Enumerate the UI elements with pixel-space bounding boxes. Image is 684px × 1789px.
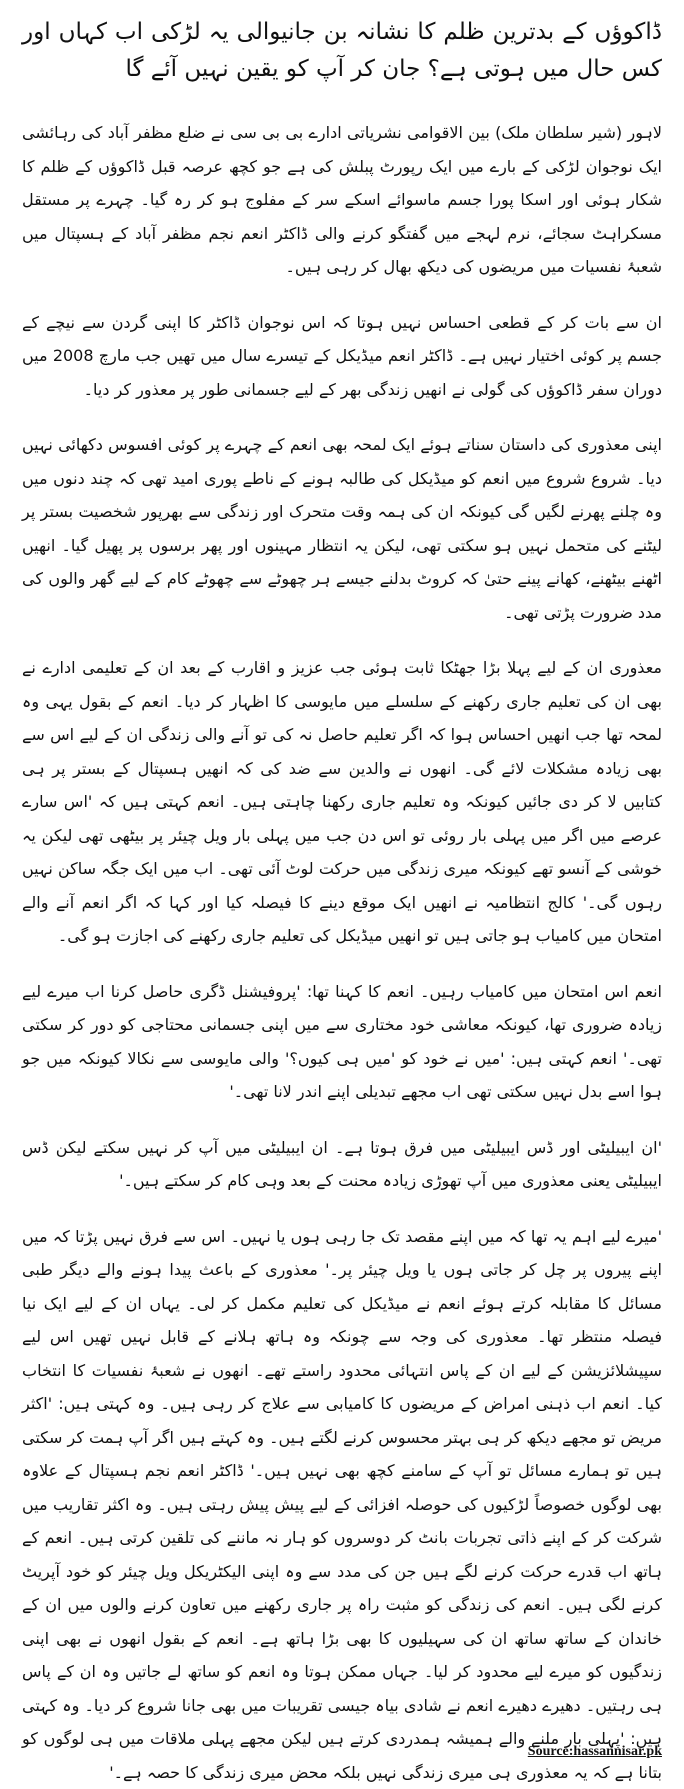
article-paragraph-7: 'میرے لیے اہم یہ تھا کہ میں اپنے مقصد تک جا رہی ہوں یا نہیں۔ اس سے فرق نہیں پڑتا کہ میں اپنے پیروں پر چل کر جاتی ہوں یا ویل چیئر پر۔' معذوری کے باعث پیدا ہونے والے دیگر طبی مسائل کا مقابلہ کرتے ہوئے انعم نے میڈیکل کی تعلیم مکمل کر لی۔ یہاں ان کے لیے ایک نیا فیصلہ منتظر تھا۔ معذوری کی وجہ سے چونکہ وہ ہاتھ ہلانے کے قابل نہیں تھیں اس لیے سپیشلائزیشن کے لیے ان کے پاس انتہائی محدود راستے تھے۔ انھوں نے شعبۂ نفسیات کا انتخاب کیا۔ انعم اب ذہنی امراض کے مریضوں کا کامیابی سے علاج کر رہی ہیں۔ وہ کہتی ہیں: 'اکثر مریض تو مجھے دیکھ کر ہی بہتر محسوس کرنے لگتے ہیں۔ وہ کہتے ہیں اگر آپ ہمت کر سکتی ہیں تو ہمارے مسائل تو آپ کے سامنے کچھ بھی نہیں ہیں۔' ڈاکٹر انعم نجم ہسپتال کے علاوہ بھی لوگوں خصوصاً لڑکیوں کی حوصلہ افزائی کے لیے پیش پیش رہتی ہیں۔ وہ اکثر تقاریب میں شرکت کر کے اپنے ذاتی تجربات بانٹ کر دوسروں کو ہار نہ ماننے کی تلقین کرتی ہیں۔ انعم کے ہاتھ اب قدرے حرکت کرنے لگے ہیں جن کی مدد سے وہ اپنی الیکٹریکل ویل چیئر کو خود آپریٹ کرنے لگی ہیں۔ انعم کی زندگی کو مثبت راہ پر جاری رکھنے میں تعاون کرنے والوں میں ان کے خاندان کے ساتھ ساتھ ان کی سہیلیوں کا بھی بڑا ہاتھ ہے۔ انعم کے بقول انھوں نے بھی اپنی زندگیوں کو میرے لیے محدود کر لیا۔ جہاں ممکن ہوتا وہ انعم کو ساتھ لے جاتیں وہ ان کے پاس ہی رہتیں۔ دھیرے دھیرے انعم نے شادی بیاہ جیسی تقریبات میں بھی جانا شروع کر دیا۔ وہ کہتی ہیں: 'پہلی بار ملنے والے ہمیشہ ہمدردی کرتے ہیں لیکن مجھے پہلی ملاقات میں ہی لوگوں کو بتانا ہے کہ یہ معذوری ہی میری زندگی نہیں بلکہ محض میری زندگی کا حصہ ہے۔' — [22, 1220, 662, 1789]
source-credit: Source:hassannisar.pk — [528, 1744, 662, 1760]
article-headline: ڈاکوؤں کے بدترین ظلم کا نشانہ بن جانیوالی یہ لڑکی اب کہاں اور کس حال میں ہوتی ہے؟ جان کر آپ کو یقین نہیں آئے گا — [22, 14, 662, 88]
article-paragraph-4: معذوری ان کے لیے پہلا بڑا جھٹکا ثابت ہوئی جب عزیز و اقارب کے بعد ان کے تعلیمی ادارے نے بھی ان کی تعلیم جاری رکھنے کے سلسلے میں مایوسی کا اظہار کر دیا۔ انعم کے بقول یہی وہ لمحہ تھا جب انھیں احساس ہوا کہ اگر تعلیم حاصل نہ کی تو آنے والی زندگی ان کے لیے اس سے بھی زیادہ مشکلات لائے گی۔ انھوں نے والدین سے ضد کی کہ انھیں ہسپتال کے بستر پر ہی کتابیں لا کر دی جائیں کیونکہ وہ تعلیم جاری رکھنا چاہتی ہیں۔ انعم کہتی ہیں کہ 'اس سارے عرصے میں اگر میں پہلی بار روئی تو اس دن جب میں پہلی بار ویل چیئر پر بیٹھی تھی لیکن یہ خوشی کے آنسو تھے کیونکہ میری زندگی میں حرکت لوٹ آئی تھی۔ اب میں ایک جگہ ساکن نہیں رہوں گی۔' کالج انتظامیہ نے انھیں ایک موقع دینے کا فیصلہ کیا اور کہا کہ اگر انعم آنے والے امتحان میں کامیاب ہو جاتی ہیں تو انھیں میڈیکل کی تعلیم جاری رکھنے کی اجازت ہو گی۔ — [22, 651, 662, 953]
article-paragraph-3: اپنی معذوری کی داستان سناتے ہوئے ایک لمحہ بھی انعم کے چہرے پر کوئی افسوس دکھائی نہیں دیا۔ شروع شروع میں انعم کو میڈیکل کی طالبہ ہونے کے ناطے پوری امید تھی کہ چند دنوں میں وہ چلنے پھرنے لگیں گی کیونکہ ان کی ہمہ وقت متحرک اور زندگی سے بھرپور شخصیت بستر پر لیٹنے کی متحمل نہیں ہو سکتی تھی، لیکن یہ انتظار مہینوں اور پھر برسوں پر پھیل گیا۔ انھیں اٹھنے بیٹھنے، کھانے پینے حتیٰ کہ کروٹ بدلنے جیسے ہر چھوٹے سے چھوٹے کام کے لیے گھر والوں کی مدد ضرورت پڑتی تھی۔ — [22, 428, 662, 629]
article-paragraph-6: 'ان ایبیلیٹی اور ڈس ایبیلیٹی میں فرق ہوتا ہے۔ ان ایبیلیٹی میں آپ کر نہیں سکتے لیکن ڈس ایبیلیٹی یعنی معذوری میں آپ تھوڑی زیادہ محنت کے بعد وہی کام کر سکتے ہیں۔' — [22, 1131, 662, 1198]
article-paragraph-5: انعم اس امتحان میں کامیاب رہیں۔ انعم کا کہنا تھا: 'پروفیشنل ڈگری حاصل کرنا اب میرے لیے زیادہ ضروری تھا، کیونکہ معاشی خود مختاری سے میں اپنی جسمانی محتاجی کو دور کر سکتی تھی۔' انعم کہتی ہیں: 'میں نے خود کو 'میں ہی کیوں؟' والی مایوسی سے نکالا کیونکہ میں جو ہوا اسے بدل نہیں سکتی تھی اب مجھے تبدیلی اپنے اندر لانا تھی۔' — [22, 975, 662, 1109]
article-paragraph-2: ان سے بات کر کے قطعی احساس نہیں ہوتا کہ اس نوجوان ڈاکٹر کا اپنی گردن سے نیچے کے جسم پر کوئی اختیار نہیں ہے۔ ڈاکٹر انعم میڈیکل کے تیسرے سال میں تھیں جب مارچ 2008 میں دوران سفر ڈاکوؤں کی گولی نے انھیں زندگی بھر کے لیے جسمانی طور پر معذور کر دیا۔ — [22, 306, 662, 407]
article-paragraph-1: لاہور (شیر سلطان ملک) بین الاقوامی نشریاتی ادارے بی بی سی نے ضلع مظفر آباد کی رہائشی ایک نوجوان لڑکی کے بارے میں ایک رپورٹ پبلش کی ہے جو کچھ عرصہ قبل ڈاکوؤں کے ظلم کا شکار ہوئی اور اسکا پورا جسم ماسوائے اسکے سر کے مفلوج ہو کر رہ گیا۔ چہرے پر مستقل مسکراہٹ سجائے، نرم لہجے میں گفتگو کرنے والی ڈاکٹر انعم نجم مظفر آباد کے ہسپتال میں شعبۂ نفسیات میں مریضوں کی دیکھ بھال کر رہی ہیں۔ — [22, 116, 662, 284]
